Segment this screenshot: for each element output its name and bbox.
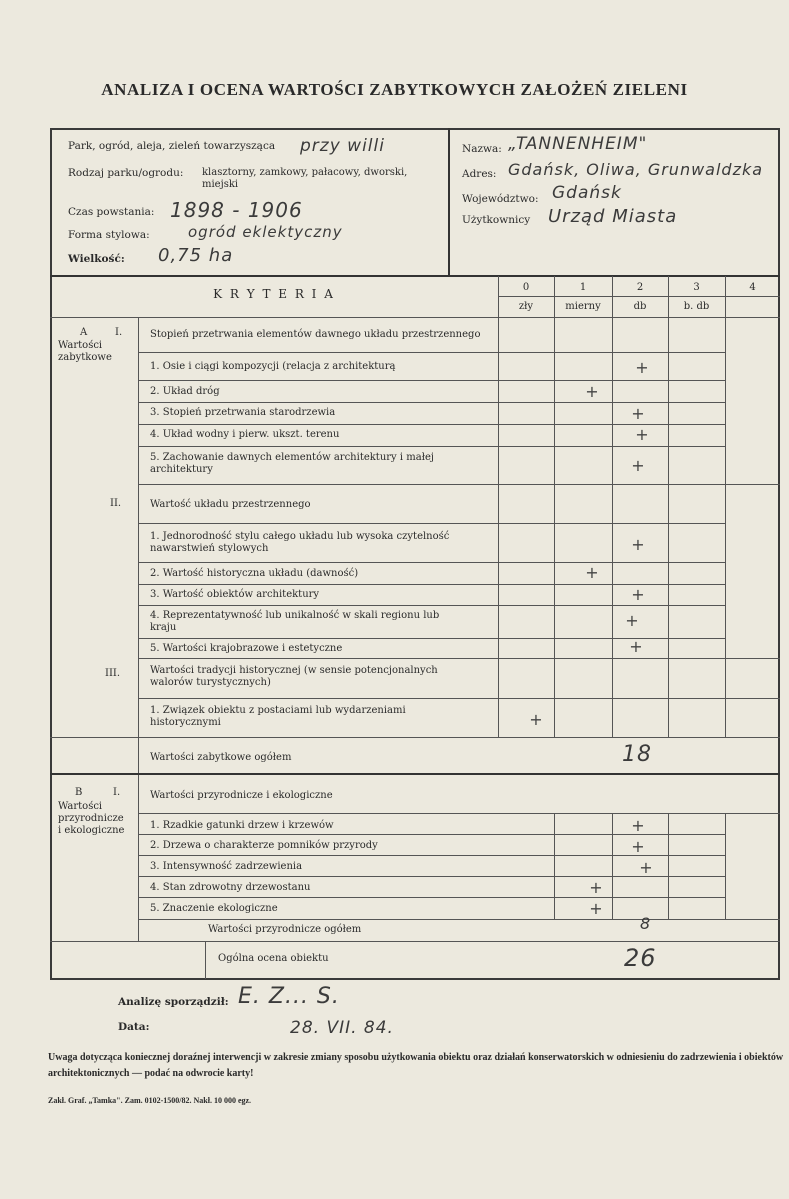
info-bottom-rule	[50, 275, 780, 277]
address-label: Adres:	[462, 168, 497, 180]
a2-item-3: 3. Wartość obiektów architektury	[150, 589, 320, 600]
a1-item-2: 2. Układ dróg	[150, 386, 220, 397]
a2-item-2: 2. Wartość historyczna układu (dawność)	[150, 568, 359, 579]
a2-item-1: 1. Jednorodność stylu całego układu lub wysoka czytelność nawarstwień stylowych	[150, 531, 450, 554]
style-value: ogród eklektyczny	[188, 223, 343, 241]
size-value: 0,75 ha	[158, 245, 234, 266]
row-rule	[138, 813, 780, 814]
score-label-3: b. db	[683, 301, 710, 312]
a-total-value: 18	[622, 742, 652, 767]
mark-a1-2: +	[585, 382, 599, 401]
section-a-name: Wartości zabytkowe	[58, 340, 112, 363]
mark-a2-3: +	[631, 585, 645, 604]
a1-item-5: 5. Zachowanie dawnych elementów architektury i małej architektury	[150, 452, 434, 475]
info-divider	[448, 128, 450, 276]
mark-a3-1: +	[529, 710, 543, 729]
section-a-letter: A	[80, 327, 88, 338]
section-b-letter: B	[75, 787, 83, 798]
row-rule	[138, 919, 780, 920]
mark-b1-3: +	[639, 858, 653, 877]
a-total-label: Wartości zabytkowe ogółem	[150, 752, 292, 763]
section-b-name: Wartości przyrodnicze i ekologiczne	[58, 801, 125, 836]
users-value: Urząd Miasta	[548, 206, 678, 227]
score-col-line	[725, 813, 726, 920]
page-title: ANALIZA I OCENA WARTOŚCI ZABYTKOWYCH ZAŁOŻEŃ ZIELENI	[101, 80, 688, 99]
a1-item-3: 3. Stopień przetrwania starodrzewia	[150, 407, 336, 418]
voivodeship-value: Gdańsk	[552, 183, 622, 203]
mark-a2-2: +	[585, 563, 599, 582]
style-label: Forma stylowa:	[68, 229, 150, 241]
row-rule	[138, 446, 725, 447]
b-total-label: Wartości przyrodnicze ogółem	[208, 924, 362, 935]
row-rule	[50, 941, 780, 942]
section-b-roman: I.	[113, 787, 121, 798]
score-header-rule	[498, 296, 780, 297]
score-label-1: mierny	[565, 301, 601, 312]
b-total-value: 8	[640, 914, 652, 933]
score-col-line	[498, 276, 499, 738]
mark-b1-4: +	[589, 878, 603, 897]
print-info: Zakł. Graf. „Tamka". Zam. 0102-1500/82. Nakł. 10 000 egz.	[48, 1096, 252, 1105]
a2-item-4: 4. Reprezentatywność lub unikalność w skali regionu lub kraju	[150, 610, 440, 633]
criteria-header-rule	[50, 317, 780, 318]
score-col-line	[668, 813, 669, 920]
row-rule	[138, 402, 725, 403]
mark-a2-1: +	[631, 535, 645, 554]
b1-item-4: 4. Stan zdrowotny drzewostanu	[150, 882, 311, 893]
score-4: 4	[749, 282, 756, 293]
score-0: 0	[522, 282, 530, 293]
row-rule	[138, 484, 780, 485]
score-label-0: zły	[518, 301, 534, 312]
section-a-roman-2: II.	[110, 498, 122, 509]
size-label: Wielkość:	[68, 253, 125, 265]
mark-a1-4: +	[635, 425, 649, 444]
row-rule	[138, 605, 725, 606]
score-col-line	[612, 813, 613, 920]
a3-item-1: 1. Związek obiektu z postaciami lub wydarzeniami historycznymi	[150, 705, 406, 728]
type-label: Rodzaj parku/ogrodu:	[68, 167, 184, 179]
author-label: Analizę sporządził:	[118, 996, 229, 1008]
time-label: Czas powstania:	[68, 206, 155, 218]
name-label: Nazwa:	[462, 143, 502, 155]
b1-item-2: 2. Drzewa o charakterze pomników przyrody	[150, 840, 378, 851]
score-2: 2	[636, 282, 644, 293]
author-signature: E. Z... S.	[238, 984, 340, 1009]
score-col-line	[554, 813, 555, 920]
row-rule	[138, 523, 725, 524]
mark-b1-2: +	[631, 837, 645, 856]
score-col-line	[612, 276, 613, 738]
time-value: 1898 - 1906	[170, 198, 303, 222]
row-rule	[50, 737, 780, 738]
score-label-2: db	[633, 301, 647, 312]
criteria-header: K R Y T E R I A	[213, 287, 335, 301]
group-a3-title: Wartości tradycji historycznej (w sensie potencjonalnych walorów turystycznych)	[150, 665, 438, 688]
row-rule	[138, 380, 725, 381]
row-left-line	[138, 352, 139, 484]
row-rule	[138, 562, 725, 563]
date-label: Data:	[118, 1021, 150, 1033]
mark-a1-1: +	[635, 358, 649, 377]
b1-item-3: 3. Intensywność zadrzewienia	[150, 861, 303, 872]
a2-item-5: 5. Wartości krajobrazowe i estetyczne	[150, 643, 343, 654]
a1-item-4: 4. Układ wodny i pierw. ukszt. terenu	[150, 429, 340, 440]
section-a-roman-3: III.	[105, 668, 121, 679]
park-value: przy willi	[300, 136, 385, 156]
mark-a1-5: +	[631, 456, 645, 475]
score-col-line	[554, 276, 555, 738]
park-label: Park, ogród, aleja, zieleń towarzysząca	[68, 140, 276, 152]
mark-a1-3: +	[631, 404, 645, 423]
type-options: klasztorny, zamkowy, pałacowy, dworski, miejski	[202, 167, 408, 190]
b1-item-5: 5. Znaczenie ekologiczne	[150, 903, 278, 914]
section-rule	[50, 773, 780, 775]
overall-col-line	[205, 941, 206, 979]
a1-item-1: 1. Osie i ciągi kompozycji (relacja z architekturą	[150, 361, 396, 372]
address-value: Gdańsk, Oliwa, Grunwaldzka	[508, 160, 764, 179]
mark-a2-5: +	[629, 637, 643, 656]
mark-b1-5: +	[589, 899, 603, 918]
name-value: „TANNENHEIM"	[508, 134, 648, 154]
mark-a2-4: +	[625, 611, 639, 630]
score-1: 1	[579, 282, 587, 293]
section-a-roman: I.	[115, 327, 123, 338]
score-col-line	[725, 276, 726, 738]
row-rule	[138, 352, 725, 353]
group-a2-title: Wartość układu przestrzennego	[150, 499, 311, 510]
overall-label: Ogólna ocena obiektu	[218, 953, 329, 964]
group-a1-title: Stopień przetrwania elementów dawnego układu przestrzennego	[150, 329, 481, 340]
mark-b1-1: +	[631, 816, 645, 835]
row-rule	[138, 658, 780, 659]
group-b1-title: Wartości przyrodnicze i ekologiczne	[150, 790, 333, 801]
row-rule	[138, 698, 780, 699]
overall-value: 26	[624, 944, 657, 972]
intervention-note: Uwaga dotycząca koniecznej doraźnej interwencji w zakresie zmiany sposobu użytkowania obiektu oraz działań konserwatorskich w odniesieniu do zadrzewienia i obiektów architektonicznych — podać na odwrocie karty!	[48, 1052, 784, 1079]
users-label: Użytkownicy	[462, 214, 531, 226]
row-rule	[138, 897, 725, 898]
score-3: 3	[693, 282, 700, 293]
score-col-line	[668, 276, 669, 738]
voivodeship-label: Województwo:	[462, 193, 539, 205]
b1-item-1: 1. Rzadkie gatunki drzew i krzewów	[150, 820, 334, 831]
date-value: 28. VII. 84.	[290, 1018, 394, 1038]
